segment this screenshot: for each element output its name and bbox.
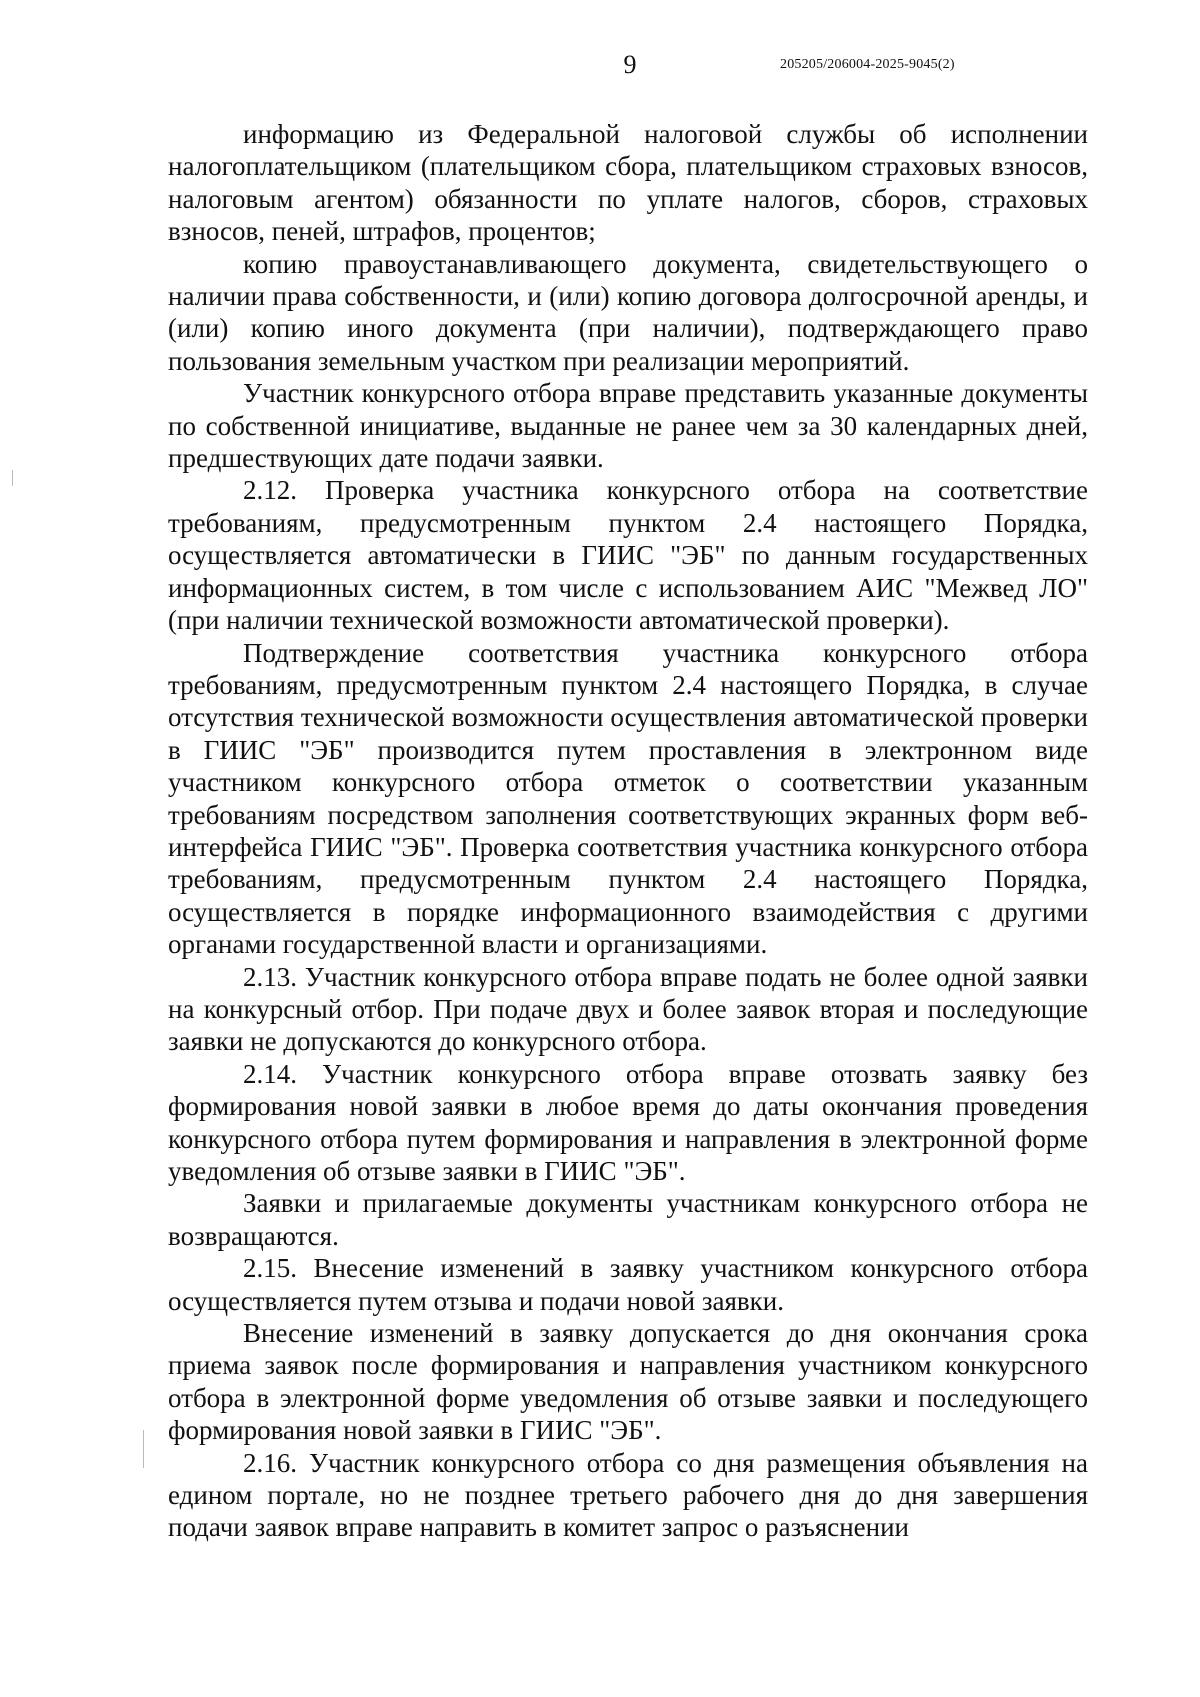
paragraph-2-12: 2.12. Проверка участника конкурсного отбора на соответствие требованиям, предусмотренным пунктом 2.4 настоящего Порядка, осуществляется автоматически в ГИИС "ЭБ" по данным государственных информационных систем, в том числе с использованием АИС "Межвед ЛО" (при наличии технической возможности автоматической проверки).	[168, 475, 1088, 636]
page-number: 9	[623, 50, 637, 79]
paragraph-documents-not-returned: Заявки и прилагаемые документы участникам конкурсного отбора не возвращаются.	[168, 1188, 1088, 1251]
paragraph-changes-deadline: Внесение изменений в заявку допускается до дня окончания срока приема заявок после формирования и направления участником конкурсного отбора в электронной форме уведомления об отзыве заявки и последующего формирования новой заявки в ГИИС "ЭБ".	[168, 1318, 1088, 1446]
document-id: 205205/206004-2025-9045(2)	[780, 57, 955, 72]
paragraph-2-15: 2.15. Внесение изменений в заявку участником конкурсного отбора осуществляется путем отзыва и подачи новой заявки.	[168, 1253, 1088, 1316]
paragraph-2-14: 2.14. Участник конкурсного отбора вправе отозвать заявку без формирования новой заявки в любое время до даты окончания проведения конкурсного отбора путем формирования и направления в электронной форме уведомления об отзыве заявки в ГИИС "ЭБ".	[168, 1058, 1088, 1186]
scan-mark-left-lower	[143, 1430, 144, 1468]
paragraph-land-title-documents: копию правоустанавливающего документа, свидетельствующего о наличии права собственности, и (или) копию договора долгосрочной аренды, и (или) копию иного документа (при наличии), подтверждающего право пользования земельным участком при реализации мероприятий.	[168, 248, 1088, 376]
paragraph-own-initiative-documents: Участник конкурсного отбора вправе представить указанные документы по собственной инициативе, выданные не ранее чем за 30 календарных дней, предшествующих дате подачи заявки.	[168, 378, 1088, 474]
paragraph-2-13: 2.13. Участник конкурсного отбора вправе подать не более одной заявки на конкурсный отбор. При подаче двух и более заявок вторая и последующие заявки не допускаются до конкурсного отбора.	[168, 961, 1088, 1057]
paragraph-fns-information: информацию из Федеральной налоговой службы об исполнении налогоплательщиком (плательщиком сбора, плательщиком страховых взносов, налоговым агентом) обязанности по уплате налогов, сборов, страховых взносов, пеней, штрафов, процентов;	[168, 119, 1088, 247]
scan-mark-left-upper	[12, 470, 13, 486]
document-body	[168, 118, 1088, 1544]
paragraph-compliance-confirmation: Подтверждение соответствия участника конкурсного отбора требованиям, предусмотренным пунктом 2.4 настоящего Порядка, в случае отсутствия технической возможности осуществления автоматической проверки в ГИИС "ЭБ" производится путем проставления в электронном виде участником конкурсного отбора отметок о соответствии указанным требованиям посредством заполнения соответствующих экранных форм веб-интерфейса ГИИС "ЭБ". Проверка соответствия участника конкурсного отбора требованиям, предусмотренным пунктом 2.4 настоящего Порядка, осуществляется в порядке информационного взаимодействия с другими органами государственной власти и организациями.	[168, 637, 1088, 960]
paragraph-2-16: 2.16. Участник конкурсного отбора со дня размещения объявления на едином портале, но не позднее третьего рабочего дня до дня завершения подачи заявок вправе направить в комитет запрос о разъяснении	[168, 1447, 1088, 1543]
